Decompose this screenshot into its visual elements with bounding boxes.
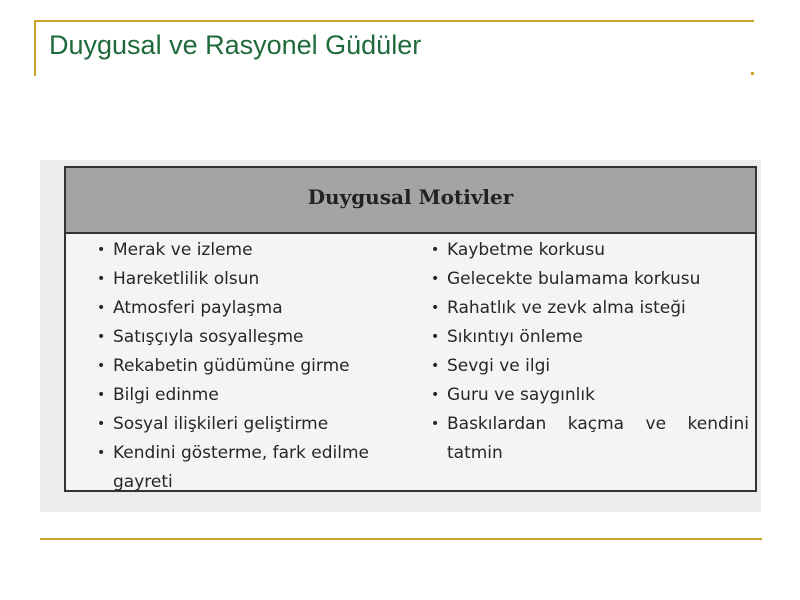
list-item — [97, 439, 427, 468]
corner-mark — [751, 72, 754, 75]
bullet-icon: • — [431, 271, 440, 287]
list-item — [97, 381, 427, 410]
bullet-icon: • — [97, 358, 106, 374]
list-item-text: Baskılardan kaçma ve kendini — [447, 414, 749, 434]
list-item-text: Rekabetin güdümüne girme — [113, 356, 350, 376]
list-item — [97, 352, 427, 381]
bottom-rule — [40, 538, 762, 540]
left-column — [97, 236, 427, 497]
bullet-icon: • — [97, 387, 106, 403]
motives-table — [64, 166, 757, 492]
list-item-text: Hareketlilik olsun — [113, 269, 260, 289]
right-column — [431, 236, 749, 468]
list-item — [97, 265, 427, 294]
slide-title: Duygusal ve Rasyonel Güdüler — [49, 30, 422, 60]
bullet-icon: • — [97, 271, 106, 287]
list-item — [97, 323, 427, 352]
list-item-text: Bilgi edinme — [113, 385, 219, 405]
list-item — [431, 352, 749, 381]
list-item-text: Guru ve saygınlık — [447, 385, 595, 405]
bullet-icon: • — [431, 416, 440, 432]
bullet-icon: • — [97, 242, 106, 258]
list-item — [97, 236, 427, 265]
list-item-text: Kendini gösterme, fark edilme — [113, 443, 369, 463]
list-item-text: Rahatlık ve zevk alma isteği — [447, 298, 686, 318]
table-header — [66, 168, 755, 234]
table-header-label: Duygusal Motivler — [307, 185, 514, 209]
list-item — [97, 410, 427, 439]
bullet-icon: • — [431, 387, 440, 403]
list-item — [431, 381, 749, 410]
list-item — [431, 410, 749, 439]
list-item-continuation — [97, 468, 427, 497]
list-item-text: Satışçıyla sosyalleşme — [113, 327, 304, 347]
list-item-text: Gelecekte bulamama korkusu — [447, 269, 701, 289]
list-item-text: Sevgi ve ilgi — [447, 356, 551, 376]
bullet-icon: • — [431, 358, 440, 374]
bullet-icon: • — [97, 300, 106, 316]
bullet-icon: • — [97, 445, 106, 461]
list-item-text: Sıkıntıyı önleme — [447, 327, 583, 347]
list-item — [431, 265, 749, 294]
list-item — [431, 294, 749, 323]
list-item-text: Kaybetme korkusu — [447, 240, 606, 260]
list-item — [97, 294, 427, 323]
top-rule — [34, 20, 754, 22]
list-item-text: Merak ve izleme — [113, 240, 253, 260]
list-item-text: Atmosferi paylaşma — [113, 298, 283, 318]
list-item — [431, 323, 749, 352]
list-item — [431, 236, 749, 265]
bullet-icon: • — [431, 300, 440, 316]
left-rule — [34, 20, 36, 76]
list-item-text: gayreti — [113, 472, 173, 492]
list-item-continuation — [431, 439, 749, 468]
bullet-icon: • — [97, 416, 106, 432]
bullet-icon: • — [431, 242, 440, 258]
list-item-text: Sosyal ilişkileri geliştirme — [113, 414, 329, 434]
bullet-icon: • — [431, 329, 440, 345]
list-item-text: tatmin — [447, 443, 503, 463]
bullet-icon: • — [97, 329, 106, 345]
